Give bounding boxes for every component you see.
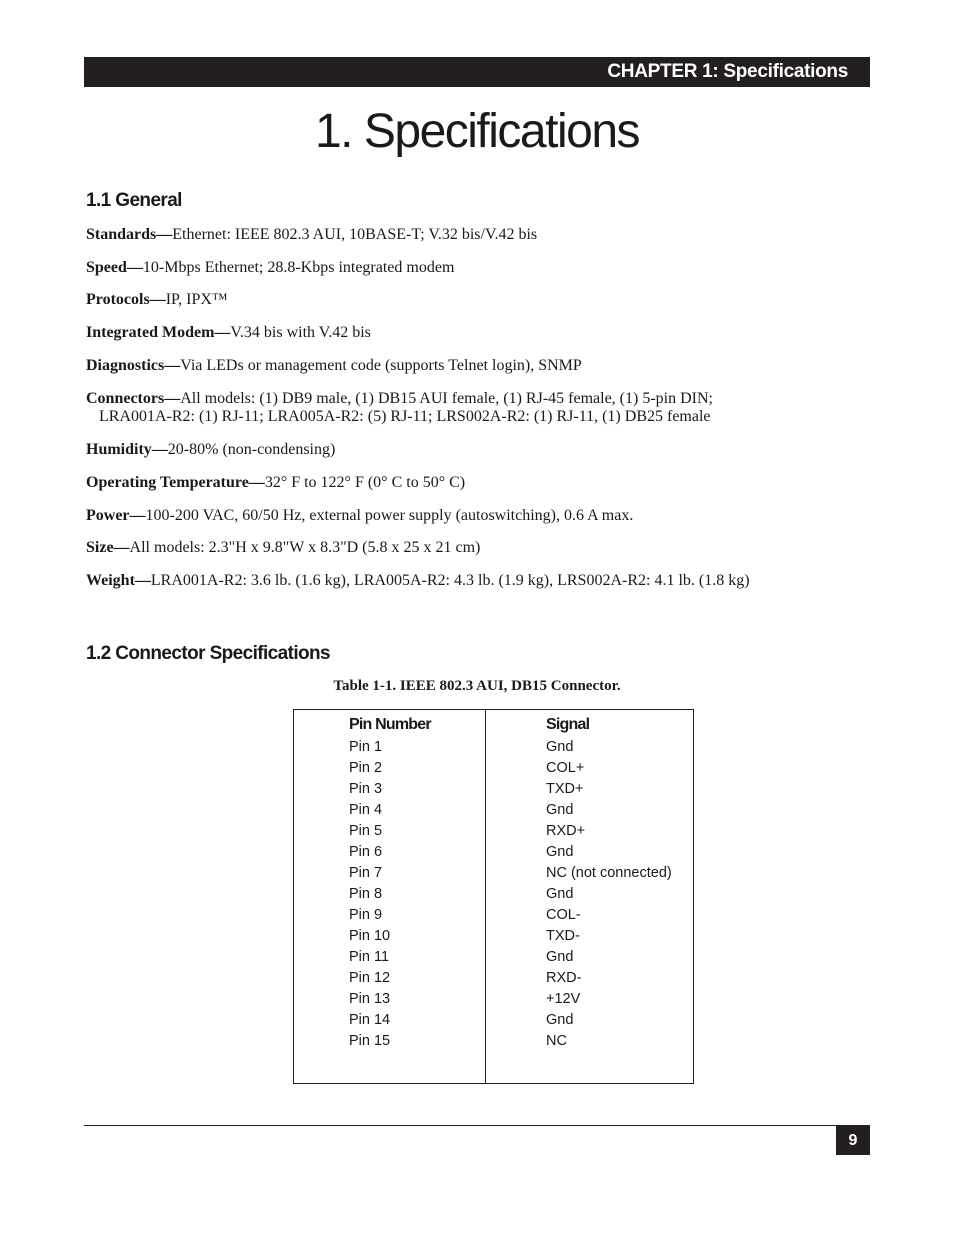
pin-cell: Pin 2: [349, 760, 383, 776]
table-row: [294, 821, 693, 842]
section-heading-general: 1.1 General: [86, 190, 182, 211]
table-row: [294, 989, 693, 1010]
spec-label: Integrated Modem—: [86, 324, 231, 341]
spec-label: Standards—: [86, 226, 173, 243]
signal-cell: Gnd: [546, 802, 574, 818]
spec-label: Diagnostics—: [86, 357, 181, 374]
table-row: [294, 842, 693, 863]
signal-cell: Gnd: [546, 844, 574, 860]
table-row: [294, 863, 693, 884]
spec-standards: [86, 226, 846, 244]
signal-cell: RXD-: [546, 970, 582, 986]
column-header-pin-number: Pin Number: [349, 716, 431, 733]
signal-cell: TXD+: [546, 781, 584, 797]
spec-text: Ethernet: IEEE 802.3 AUI, 10BASE-T; V.32 bis/V.42 bis: [172, 226, 538, 243]
spec-text: 20-80% (non-condensing): [167, 441, 336, 458]
pin-cell: Pin 10: [349, 928, 391, 944]
column-header-signal: Signal: [546, 716, 590, 733]
spec-label: Power—: [86, 507, 146, 524]
table-row: [294, 737, 693, 758]
pin-cell: Pin 3: [349, 781, 383, 797]
pin-cell: Pin 8: [349, 886, 383, 902]
pin-cell: Pin 6: [349, 844, 383, 860]
pin-cell: Pin 7: [349, 865, 383, 881]
signal-cell: Gnd: [546, 739, 574, 755]
table-row: [294, 905, 693, 926]
pin-cell: Pin 5: [349, 823, 383, 839]
spec-protocols: [86, 291, 846, 309]
spec-text: 100-200 VAC, 60/50 Hz, external power supply (autoswitching), 0.6 A max.: [145, 507, 634, 524]
spec-diagnostics: [86, 357, 846, 375]
spec-label: Weight—: [86, 572, 151, 589]
signal-cell: COL-: [546, 907, 581, 923]
pin-cell: Pin 14: [349, 1012, 391, 1028]
spec-text-continued: LRA001A-R2: (1) RJ-11; LRA005A-R2: (5) RJ-11; LRS002A-R2: (1) RJ-11, (1) DB25 female: [99, 408, 711, 425]
signal-cell: Gnd: [546, 949, 574, 965]
spec-weight: [86, 572, 846, 590]
pin-cell: Pin 4: [349, 802, 383, 818]
chapter-header: [84, 57, 870, 87]
spec-label: Size—: [86, 539, 130, 556]
table-row: [294, 1010, 693, 1031]
spec-text: 10-Mbps Ethernet; 28.8-Kbps integrated modem: [142, 259, 455, 276]
table-row: [294, 758, 693, 779]
table-row: [294, 779, 693, 800]
chapter-header-text: CHAPTER 1: Specifications: [607, 61, 848, 82]
pin-cell: Pin 1: [349, 739, 383, 755]
signal-cell: TXD-: [546, 928, 580, 944]
page-number: 9: [836, 1126, 870, 1155]
spec-label: Speed—: [86, 259, 143, 276]
pin-table: [293, 709, 694, 1084]
spec-speed: [86, 259, 846, 277]
signal-cell: RXD+: [546, 823, 586, 839]
table-row: [294, 926, 693, 947]
page-title: 1. Specifications: [314, 105, 640, 158]
footer-rule: [84, 1125, 870, 1126]
table-row: [294, 968, 693, 989]
spec-text: All models: (1) DB9 male, (1) DB15 AUI female, (1) RJ-45 female, (1) 5-pin DIN;: [180, 390, 713, 407]
spec-label: Humidity—: [86, 441, 168, 458]
spec-size: [86, 539, 846, 557]
spec-text: IP, IPX™: [165, 291, 228, 308]
spec-operating-temperature: [86, 474, 846, 492]
spec-integrated-modem: [86, 324, 846, 342]
signal-cell: +12V: [546, 991, 581, 1007]
spec-label: Connectors—: [86, 390, 181, 407]
pin-cell: Pin 15: [349, 1033, 391, 1049]
table-caption: Table 1-1. IEEE 802.3 AUI, DB15 Connector.: [333, 678, 621, 694]
table-row: [294, 884, 693, 905]
table-row: [294, 800, 693, 821]
pin-cell: Pin 13: [349, 991, 391, 1007]
spec-text: LRA001A-R2: 3.6 lb. (1.6 kg), LRA005A-R2: 4.3 lb. (1.9 kg), LRS002A-R2: 4.1 lb. (1.8 kg): [150, 572, 750, 589]
section-heading-connector: 1.2 Connector Specifications: [86, 643, 330, 664]
spec-power: [86, 507, 846, 525]
signal-cell: COL+: [546, 760, 585, 776]
spec-text: 32° F to 122° F (0° C to 50° C): [264, 474, 466, 491]
spec-label: Operating Temperature—: [86, 474, 265, 491]
spec-humidity: [86, 441, 846, 459]
table-rows: [294, 737, 693, 1052]
spec-text: Via LEDs or management code (supports Telnet login), SNMP: [180, 357, 582, 374]
signal-cell: Gnd: [546, 1012, 574, 1028]
table-row: [294, 947, 693, 968]
pin-cell: Pin 9: [349, 907, 383, 923]
signal-cell: NC (not connected): [546, 865, 672, 881]
table-row: [294, 1031, 693, 1052]
spec-label: Protocols—: [86, 291, 166, 308]
spec-text: V.34 bis with V.42 bis: [230, 324, 371, 341]
pin-cell: Pin 11: [349, 949, 390, 965]
spec-text: All models: 2.3"H x 9.8"W x 8.3"D (5.8 x 25 x 21 cm): [129, 539, 481, 556]
signal-cell: Gnd: [546, 886, 574, 902]
spec-connectors: [86, 390, 846, 426]
pin-cell: Pin 12: [349, 970, 391, 986]
signal-cell: NC: [546, 1033, 567, 1049]
